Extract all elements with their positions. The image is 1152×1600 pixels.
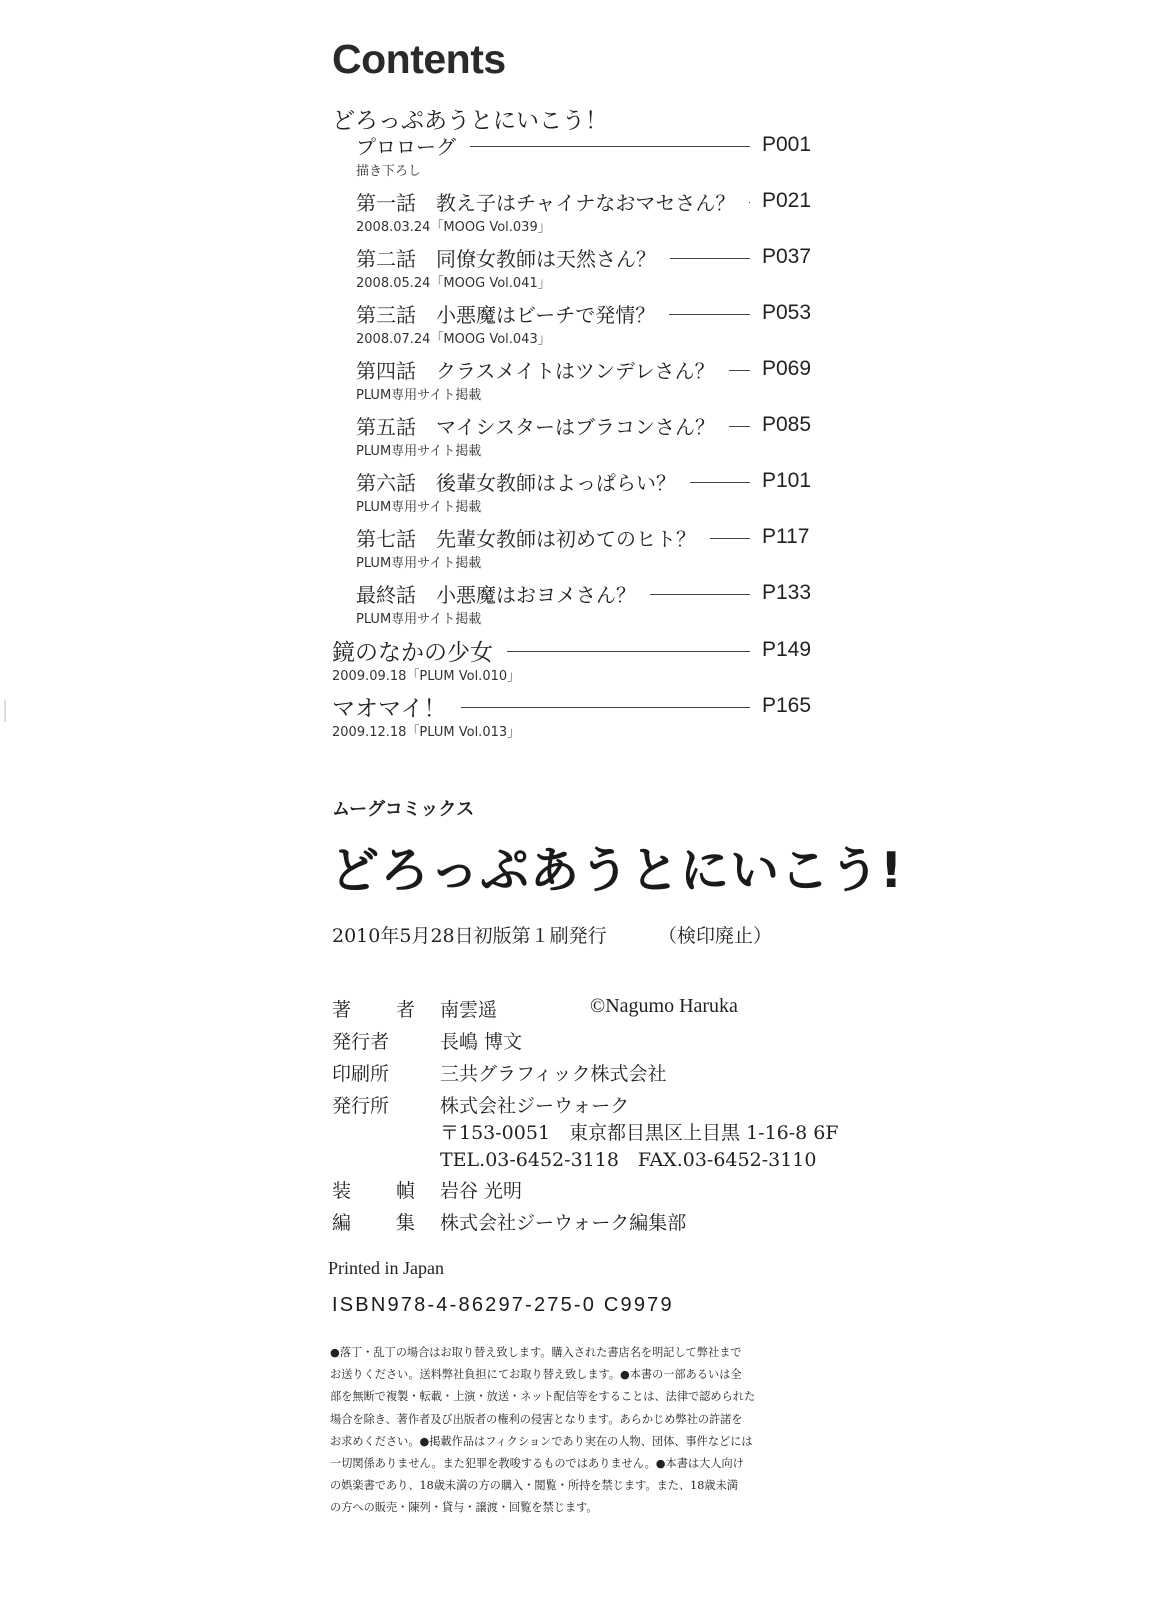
toc-page-number: P001 [762,133,812,156]
toc-page-number: P101 [762,469,812,492]
toc-leader-line [729,426,750,427]
isbn-code: ISBN978-4-86297-275-0 C9979 [332,1294,674,1316]
toc-entry-source: PLUM専用サイト掲載 [356,444,482,459]
publisher-name: 長嶋 博文 [440,1031,523,1053]
toc-page-number: P037 [762,245,812,268]
design-label: 装 幀 [332,1180,429,1202]
toc-page-number: P021 [762,189,812,212]
toc-entry [356,243,816,271]
toc-leader-line [710,538,750,539]
legal-notice [330,1342,822,1520]
toc-leader-line [650,594,750,595]
toc-entry-title: 第二話 同僚女教師は天然さん？ [356,246,656,271]
toc-page-number: P117 [762,525,810,548]
toc-entry-source: 描き下ろし [356,164,422,179]
toc-entry-source: 2008.07.24「MOOG Vol.043」 [356,332,551,347]
imprint-label: ムーグコミックス [332,799,475,820]
toc-leader-line [670,258,750,259]
toc-entry-title: マオマイ！ [332,695,447,722]
toc-entry-source: 2009.12.18「PLUM Vol.013」 [332,725,521,740]
toc-book-title: どろっぷあうとにいこう！ [332,108,608,134]
notice-line: 部を無断で複製・転載・上演・放送・ネット配信等をすることは、法律で認められた [330,1390,756,1404]
editor-label: 編 集 [332,1212,429,1234]
contents-heading: Contents [332,36,506,82]
office-name: 株式会社ジーウォーク [440,1095,630,1117]
toc-leader-line [461,707,750,708]
toc-entry [356,131,816,159]
printed-in: Printed in Japan [328,1258,444,1278]
toc-leader-line [729,370,750,371]
toc-entry-source: 2008.05.24「MOOG Vol.041」 [356,276,551,291]
toc-entry-title: 第七話 先輩女教師は初めてのヒト？ [356,526,696,551]
toc-leader-line [507,651,750,652]
notice-line: 場合を除き、著作者及び出版者の権利の侵害となります。あらかじめ弊社の許諾を [330,1412,743,1426]
notice-line: ●落丁・乱丁の場合はお取り替え致します。購入された書店名を明記して弊社まで [330,1346,742,1359]
toc-entry [356,299,816,327]
copyright-notice: ©Nagumo Haruka [590,995,738,1017]
toc-entry [356,355,816,383]
toc-leader-line [749,202,750,203]
toc-entry-source: PLUM専用サイト掲載 [356,556,482,571]
toc-entry [356,411,816,439]
toc-entry-title: 第四話 クラスメイトはツンデレさん？ [356,358,715,383]
toc-entry-title: 第一話 教え子はチャイナなおマセさん？ [356,190,736,215]
toc-entry-title: 第六話 後輩女教師はよっぱらい？ [356,470,676,495]
toc-entry [356,467,816,495]
no-seal-note: （検印廃止） [658,925,773,947]
toc-page-number: P165 [762,694,812,717]
author-label: 著 者 [332,999,429,1021]
office-phone-fax: TEL.03-6452-3118 FAX.03-6452-3110 [440,1149,817,1171]
toc-page-number: P053 [762,301,812,324]
office-label: 発行所 [332,1095,390,1117]
toc-page-number: P069 [762,357,812,380]
notice-line: 一切関係ありません。また犯罪を教唆するものではありません。●本書は大人向け [330,1457,744,1471]
toc-entry-source: PLUM専用サイト掲載 [356,388,482,403]
toc-entry-title: 鏡のなかの少女 [332,639,493,666]
editor-name: 株式会社ジーウォーク編集部 [440,1212,687,1234]
toc-page-number: P149 [762,638,812,661]
toc-entry [356,523,816,551]
toc-leader-line [669,314,750,315]
imprint-title: どろっぷあうとにいこう! [330,842,904,899]
toc-page-number: P085 [762,413,812,436]
first-edition-date: 2010年5月28日初版第１刷発行 [332,925,607,947]
toc-entry [332,692,816,720]
toc-entry-source: 2009.09.18「PLUM Vol.010」 [332,669,521,684]
scan-edge-mark [4,700,6,722]
toc-entry-source: PLUM専用サイト掲載 [356,500,482,515]
printer-label: 印刷所 [332,1063,390,1085]
toc-entry-title: 最終話 小悪魔はおヨメさん？ [356,582,636,607]
notice-line: お送りください。送料弊社負担にてお取り替え致します。●本書の一部あるいは全 [330,1368,742,1382]
toc-entry-title: 第三話 小悪魔はビーチで発情？ [356,302,656,327]
publisher-label: 発行者 [332,1031,390,1053]
toc-entry [356,187,816,215]
office-address: 〒153-0051 東京都目黒区上目黒 1-16-8 6F [440,1122,839,1144]
notice-line: の娯楽書であり、18歳未満の方の購入・閲覧・所持を禁じます。また、18歳未満 [330,1479,738,1493]
toc-page-number: P133 [762,581,812,604]
printer-name: 三共グラフィック株式会社 [440,1063,667,1085]
toc-entry-source: 2008.03.24「MOOG Vol.039」 [356,220,551,235]
notice-line: お求めください。●掲載作品はフィクションであり実在の人物、団体、事件などには [330,1434,753,1448]
toc-entry [356,579,816,607]
toc-entry-title: 第五話 マイシスターはブラコンさん？ [356,414,715,439]
author-name: 南雲遥 [440,999,498,1021]
designer-name: 岩谷 光明 [440,1180,523,1202]
toc-leader-line [690,482,750,483]
notice-line: の方への販売・陳列・貸与・譲渡・回覧を禁じます。 [330,1501,598,1515]
toc-leader-line [470,146,750,147]
toc-entry-title: プロローグ [356,134,456,159]
toc-entry [332,636,816,664]
toc-entry-source: PLUM専用サイト掲載 [356,612,482,627]
